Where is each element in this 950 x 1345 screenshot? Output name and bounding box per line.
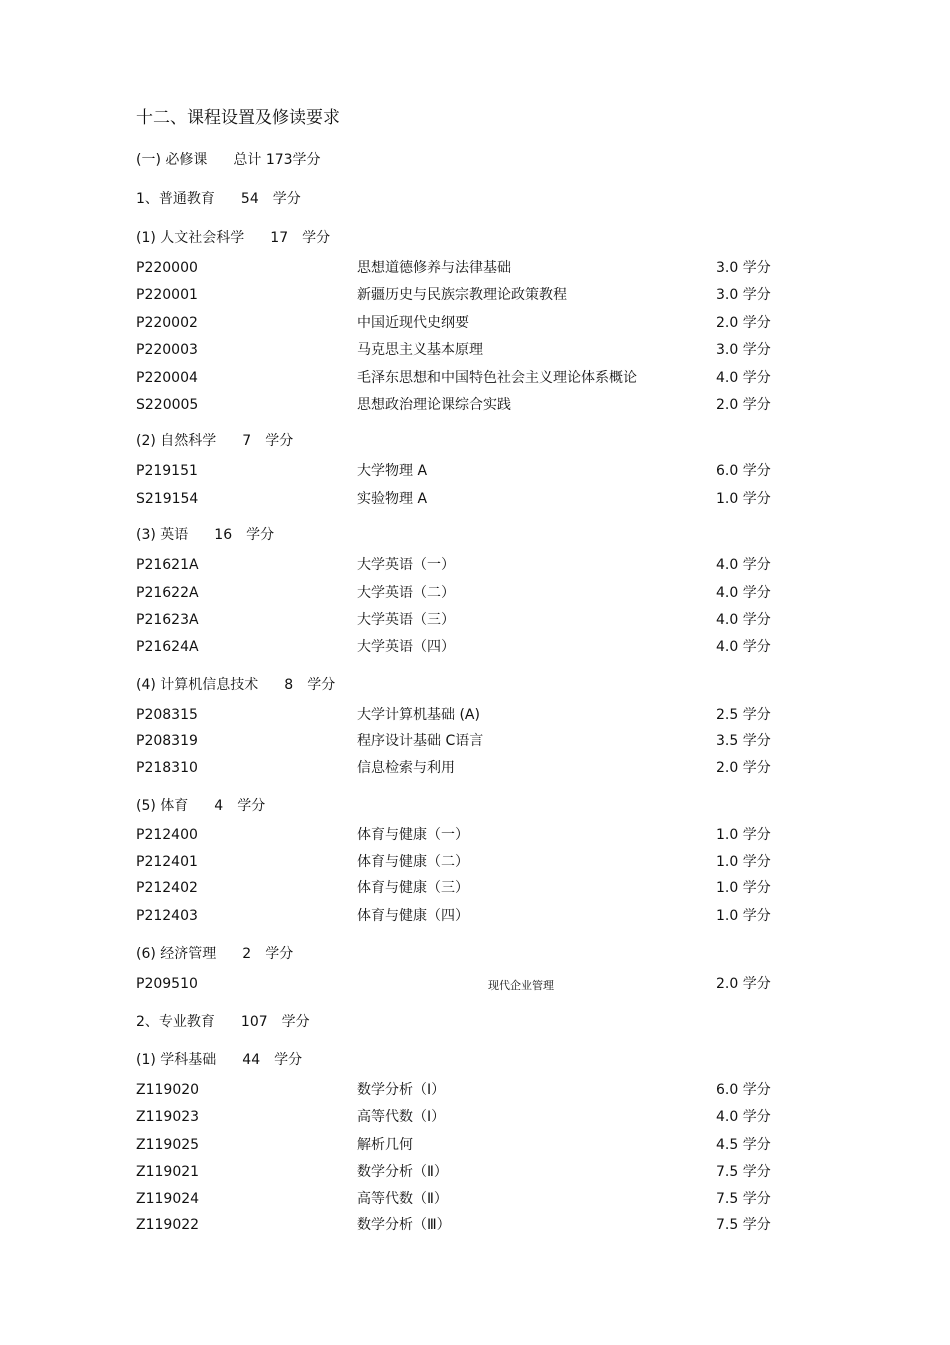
course-code: P208315 <box>136 707 198 723</box>
group-unit: 学分 <box>265 946 294 962</box>
course-code: P220002 <box>136 315 198 331</box>
group-credits: 17 <box>270 230 289 246</box>
course-name: 数学分析（Ⅰ） <box>357 1082 446 1098</box>
section-unit: 学分 <box>281 1014 310 1030</box>
course-code: P220003 <box>136 342 198 358</box>
course-name: 实验物理 A <box>357 491 428 507</box>
group-credits: 44 <box>242 1052 261 1068</box>
course-name: 数学分析（Ⅲ） <box>357 1217 451 1233</box>
required-label: (一) 必修课 <box>136 152 208 168</box>
course-code: P209510 <box>136 976 198 992</box>
course-name: 数学分析（Ⅱ） <box>357 1164 448 1180</box>
course-code: P21624A <box>136 639 199 655</box>
section-credits: 107 <box>240 1014 268 1030</box>
course-code: P21621A <box>136 557 199 573</box>
course-name: 体育与健康（一） <box>357 827 469 843</box>
course-code: S220005 <box>136 397 199 413</box>
course-name: 大学英语（一） <box>357 557 455 573</box>
course-credit: 7.5 学分 <box>716 1191 771 1207</box>
course-name: 大学英语（二） <box>357 585 455 601</box>
course-name: 体育与健康（三） <box>357 880 469 896</box>
group-label: (5) 体育 <box>136 798 189 814</box>
group-unit: 学分 <box>307 677 336 693</box>
section-label: 2、专业教育 <box>136 1014 215 1030</box>
course-credit: 7.5 学分 <box>716 1217 771 1233</box>
course-credit: 7.5 学分 <box>716 1164 771 1180</box>
course-name: 体育与健康（四） <box>357 908 469 924</box>
course-credit: 4.0 学分 <box>716 370 771 386</box>
course-credit: 2.5 学分 <box>716 707 771 723</box>
course-name: 信息检索与利用 <box>357 760 455 776</box>
course-name: 高等代数（Ⅱ） <box>357 1191 448 1207</box>
course-credit: 3.5 学分 <box>716 733 771 749</box>
course-credit: 4.0 学分 <box>716 612 771 628</box>
course-credit: 1.0 学分 <box>716 491 771 507</box>
group-label: (1) 学科基础 <box>136 1052 217 1068</box>
group-unit: 学分 <box>302 230 331 246</box>
course-credit: 2.0 学分 <box>716 976 771 992</box>
group-label: (3) 英语 <box>136 527 189 543</box>
section-unit: 学分 <box>272 191 301 207</box>
group-computer-header <box>136 676 335 694</box>
course-code: P212402 <box>136 880 198 896</box>
course-name: 程序设计基础 C语言 <box>357 733 484 749</box>
course-code: P218310 <box>136 760 198 776</box>
group-label: (1) 人文社会科学 <box>136 230 245 246</box>
page-title: 十二、课程设置及修读要求 <box>136 108 340 128</box>
course-credit: 6.0 学分 <box>716 1082 771 1098</box>
course-code: Z119025 <box>136 1137 200 1153</box>
course-name: 大学英语（三） <box>357 612 455 628</box>
group-label: (2) 自然科学 <box>136 433 217 449</box>
course-name: 大学物理 A <box>357 463 428 479</box>
course-code: P212400 <box>136 827 198 843</box>
course-name: 高等代数（Ⅰ） <box>357 1109 446 1125</box>
course-name: 毛泽东思想和中国特色社会主义理论体系概论 <box>357 370 637 386</box>
course-name: 马克思主义基本原理 <box>357 342 483 358</box>
course-code: Z119023 <box>136 1109 200 1125</box>
course-code: P219151 <box>136 463 198 479</box>
group-science-header <box>136 432 293 450</box>
course-name: 大学英语（四） <box>357 639 455 655</box>
group-label: (4) 计算机信息技术 <box>136 677 259 693</box>
course-credit: 1.0 学分 <box>716 827 771 843</box>
course-credit: 4.0 学分 <box>716 585 771 601</box>
group-credits: 16 <box>214 527 233 543</box>
course-credit: 2.0 学分 <box>716 315 771 331</box>
course-code: P21623A <box>136 612 199 628</box>
group-credits: 4 <box>214 798 224 814</box>
course-credit: 3.0 学分 <box>716 287 771 303</box>
course-code: P220001 <box>136 287 198 303</box>
group-credits: 8 <box>284 677 294 693</box>
section-label: 1、普通教育 <box>136 191 215 207</box>
required-courses-header <box>136 151 321 169</box>
group-label: (6) 经济管理 <box>136 946 217 962</box>
group-econ-header <box>136 945 293 963</box>
course-credit: 1.0 学分 <box>716 854 771 870</box>
course-name: 思想政治理论课综合实践 <box>357 397 511 413</box>
group-foundation-header <box>136 1051 302 1069</box>
group-unit: 学分 <box>246 527 275 543</box>
group-credits: 7 <box>242 433 252 449</box>
course-credit: 3.0 学分 <box>716 260 771 276</box>
general-education-header <box>136 190 301 208</box>
total-value: 173学分 <box>265 152 321 168</box>
course-credit: 4.5 学分 <box>716 1137 771 1153</box>
course-credit: 1.0 学分 <box>716 880 771 896</box>
course-code: P212401 <box>136 854 198 870</box>
course-code: Z119022 <box>136 1217 200 1233</box>
course-credit: 4.0 学分 <box>716 639 771 655</box>
course-credit: 4.0 学分 <box>716 1109 771 1125</box>
course-code: P21622A <box>136 585 199 601</box>
course-code: P212403 <box>136 908 198 924</box>
course-name: 新疆历史与民族宗教理论政策教程 <box>357 287 567 303</box>
course-credit: 1.0 学分 <box>716 908 771 924</box>
course-credit: 3.0 学分 <box>716 342 771 358</box>
total-label: 总计 <box>233 152 262 168</box>
professional-education-header <box>136 1013 310 1031</box>
course-code: S219154 <box>136 491 199 507</box>
course-credit: 2.0 学分 <box>716 760 771 776</box>
group-unit: 学分 <box>265 433 294 449</box>
course-name: 现代企业管理 <box>488 979 554 992</box>
group-pe-header <box>136 797 265 815</box>
course-code: P220000 <box>136 260 198 276</box>
course-credit: 2.0 学分 <box>716 397 771 413</box>
course-code: Z119020 <box>136 1082 200 1098</box>
course-code: P208319 <box>136 733 198 749</box>
course-code: P220004 <box>136 370 198 386</box>
group-unit: 学分 <box>274 1052 303 1068</box>
course-name: 中国近现代史纲要 <box>357 315 469 331</box>
course-name: 思想道德修养与法律基础 <box>357 260 511 276</box>
course-name: 解析几何 <box>357 1137 413 1153</box>
group-humanities-header <box>136 229 330 247</box>
course-code: Z119024 <box>136 1191 200 1207</box>
course-code: Z119021 <box>136 1164 200 1180</box>
group-english-header <box>136 526 274 544</box>
course-credit: 4.0 学分 <box>716 557 771 573</box>
group-unit: 学分 <box>237 798 266 814</box>
course-name: 体育与健康（二） <box>357 854 469 870</box>
group-credits: 2 <box>242 946 252 962</box>
course-credit: 6.0 学分 <box>716 463 771 479</box>
section-credits: 54 <box>240 191 259 207</box>
course-name: 大学计算机基础 (A) <box>357 707 480 723</box>
